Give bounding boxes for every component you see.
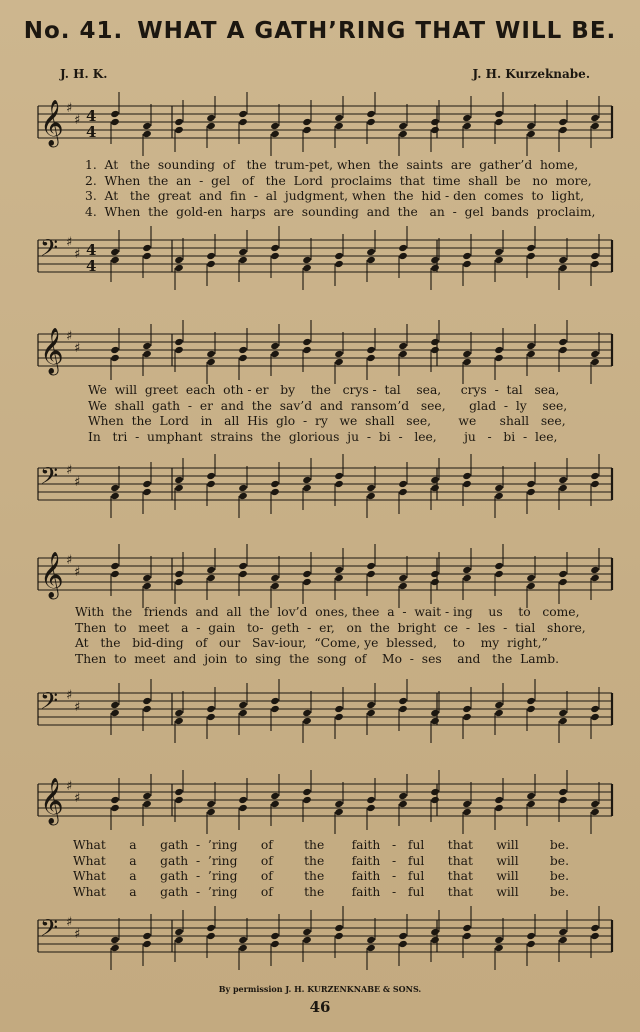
bass-staff-1 (0, 222, 640, 292)
sharp-icon: ♯ (74, 927, 81, 942)
bass-clef-icon: 𝄢 (40, 914, 59, 947)
sharp-icon: ♯ (66, 779, 73, 794)
sharp-icon: ♯ (74, 341, 81, 356)
lyric-line: What a gath - ’ring of the faith - ful that will be. (73, 869, 569, 883)
sharp-icon: ♯ (74, 565, 81, 580)
bass-staff-4 (0, 902, 640, 972)
hymn-number: No. 41. (23, 18, 124, 44)
hymn-title-bar (0, 18, 640, 44)
sharp-icon: ♯ (74, 475, 81, 490)
treble-staff-2 (0, 316, 640, 386)
bass-staff-3 (0, 675, 640, 745)
lyric-line: What a gath - ’ring of the faith - ful that will be. (73, 884, 569, 899)
bass-clef-icon: 𝄢 (40, 234, 59, 267)
lyrics-block-4 (0, 838, 640, 900)
lyric-line: 3. At the great and fin - al judgment, when the hid - den comes to light, (85, 189, 585, 203)
bass-clef-icon: 𝄢 (40, 687, 59, 720)
treble-staff-4 (0, 766, 640, 836)
time-signature-top: 4 (86, 241, 97, 259)
sharp-icon: ♯ (66, 235, 73, 250)
sharp-icon: ♯ (74, 791, 81, 806)
lyric-line: Then to meet a - gain to- geth - er, on the bright ce - les - tial shore, (75, 620, 586, 635)
sharp-icon: ♯ (66, 463, 73, 478)
sharp-icon: ♯ (66, 915, 73, 930)
lyric-line: We will greet each oth - er by the crys - tal sea, crys - tal sea, (88, 383, 560, 397)
lyric-line: What a gath - ’ring of the faith - ful that will be. (73, 838, 569, 852)
lyrics-block-2 (0, 383, 640, 445)
lyric-line: 4. When the gold-en harps are sounding and the an - gel bands proclaim, (85, 204, 596, 219)
lyric-line: We shall gath - er and the sav’d and ransom’d see, glad - ly see, (88, 398, 568, 413)
lyric-line: With the friends and all the lov’d ones, thee a - wait - ing us to come, (75, 605, 580, 619)
bass-clef-icon: 𝄢 (40, 462, 59, 495)
bass-staff-2 (0, 450, 640, 520)
composer-credit: J. H. Kurzeknabe. (472, 67, 590, 81)
sharp-icon: ♯ (74, 113, 81, 128)
lyric-line: When the Lord in all His glo - ry we shall see, we shall see, (88, 414, 566, 428)
lyric-line: At the bid-ding of our Sav-iour, “Come, ye blessed, to my right,” (75, 636, 548, 650)
sharp-icon: ♯ (66, 553, 73, 568)
sharp-icon: ♯ (66, 329, 73, 344)
lyric-line: In tri - umphant strains the glorious ju - bi - lee, ju - bi - lee, (88, 429, 558, 444)
sharp-icon: ♯ (66, 688, 73, 703)
lyrics-block-1 (0, 158, 640, 220)
lyrics-block-3 (0, 605, 640, 667)
treble-clef-icon: 𝄞 (40, 552, 64, 598)
lyric-line: 1. At the sounding of the trum-pet, when the saints are gather’d home, (85, 158, 579, 172)
treble-clef-icon: 𝄞 (40, 778, 64, 824)
hymn-title: WHAT A GATH’RING THAT WILL BE. (137, 18, 617, 44)
lyric-line: Then to meet and join to sing the song of Mo - ses and the Lamb. (75, 651, 560, 666)
sharp-icon: ♯ (74, 700, 81, 715)
page-number: 46 (309, 998, 331, 1016)
permission-note: By permission J. H. KURZENKNABE & SONS. (218, 984, 422, 994)
sharp-icon: ♯ (74, 247, 81, 262)
treble-staff-3 (0, 540, 640, 610)
sharp-icon: ♯ (66, 101, 73, 116)
lyricist-credit: J. H. K. (60, 67, 108, 81)
time-signature-top: 4 (86, 107, 97, 125)
treble-clef-icon: 𝄞 (40, 328, 64, 374)
treble-staff-1 (0, 88, 640, 158)
lyric-line: What a gath - ’ring of the faith - ful that will be. (73, 853, 569, 868)
time-signature-bottom: 4 (86, 257, 97, 275)
treble-clef-icon: 𝄞 (40, 100, 64, 146)
time-signature-bottom: 4 (86, 123, 97, 141)
lyric-line: 2. When the an - gel of the Lord proclaims that time shall be no more, (85, 173, 592, 188)
